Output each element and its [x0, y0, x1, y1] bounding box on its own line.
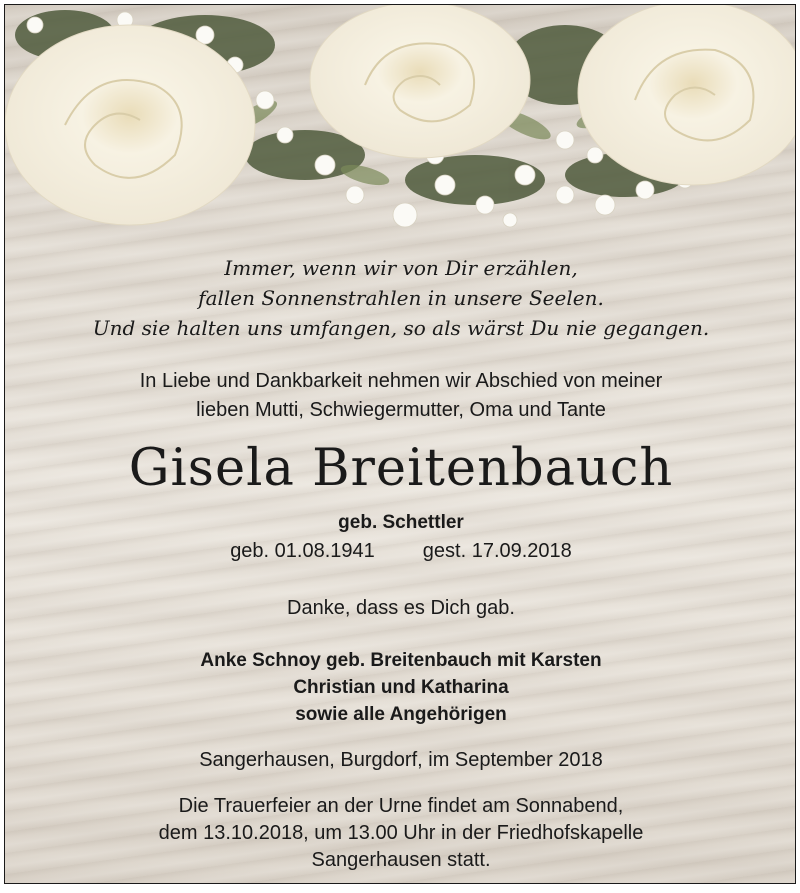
life-dates	[5, 538, 796, 564]
mourners-list	[5, 647, 796, 728]
ceremony-line: dem 13.10.2018, um 13.00 Uhr in der Friedhofskapelle	[158, 822, 644, 844]
ceremony-info	[5, 793, 796, 874]
ceremony-line: Sangerhausen statt.	[311, 849, 491, 871]
intro-line: In Liebe und Dankbarkeit nehmen wir Abschied von meiner	[139, 370, 663, 392]
memorial-verse	[5, 253, 796, 343]
mourner-line: Anke Schnoy geb. Breitenbauch mit Karsten	[200, 650, 602, 671]
thanks-line: Danke, dass es Dich gab.	[287, 597, 515, 619]
birth-date: geb. 01.08.1941	[230, 540, 375, 562]
mourner-line: Christian und Katharina	[293, 677, 509, 698]
white-roses-image	[5, 5, 796, 255]
ceremony-line: Die Trauerfeier an der Urne findet am Sonnabend,	[178, 795, 624, 817]
mourner-line: sowie alle Angehörigen	[295, 704, 507, 725]
birth-name: geb. Schettler	[338, 512, 464, 533]
intro-line: lieben Mutti, Schwiegermutter, Oma und Tante	[196, 399, 606, 421]
death-date: gest. 17.09.2018	[422, 540, 572, 562]
verse-line: Immer, wenn wir von Dir erzählen,	[224, 256, 578, 280]
verse-line: Und sie halten uns umfangen, so als wärst Du nie gegangen.	[92, 316, 710, 340]
deceased-name: Gisela Breitenbauch	[128, 439, 674, 498]
verse-line: fallen Sonnenstrahlen in unsere Seelen.	[198, 286, 604, 310]
obituary-notice	[4, 4, 796, 884]
intro-text	[5, 367, 796, 425]
place-date: Sangerhausen, Burgdorf, im September 2018	[199, 749, 603, 771]
